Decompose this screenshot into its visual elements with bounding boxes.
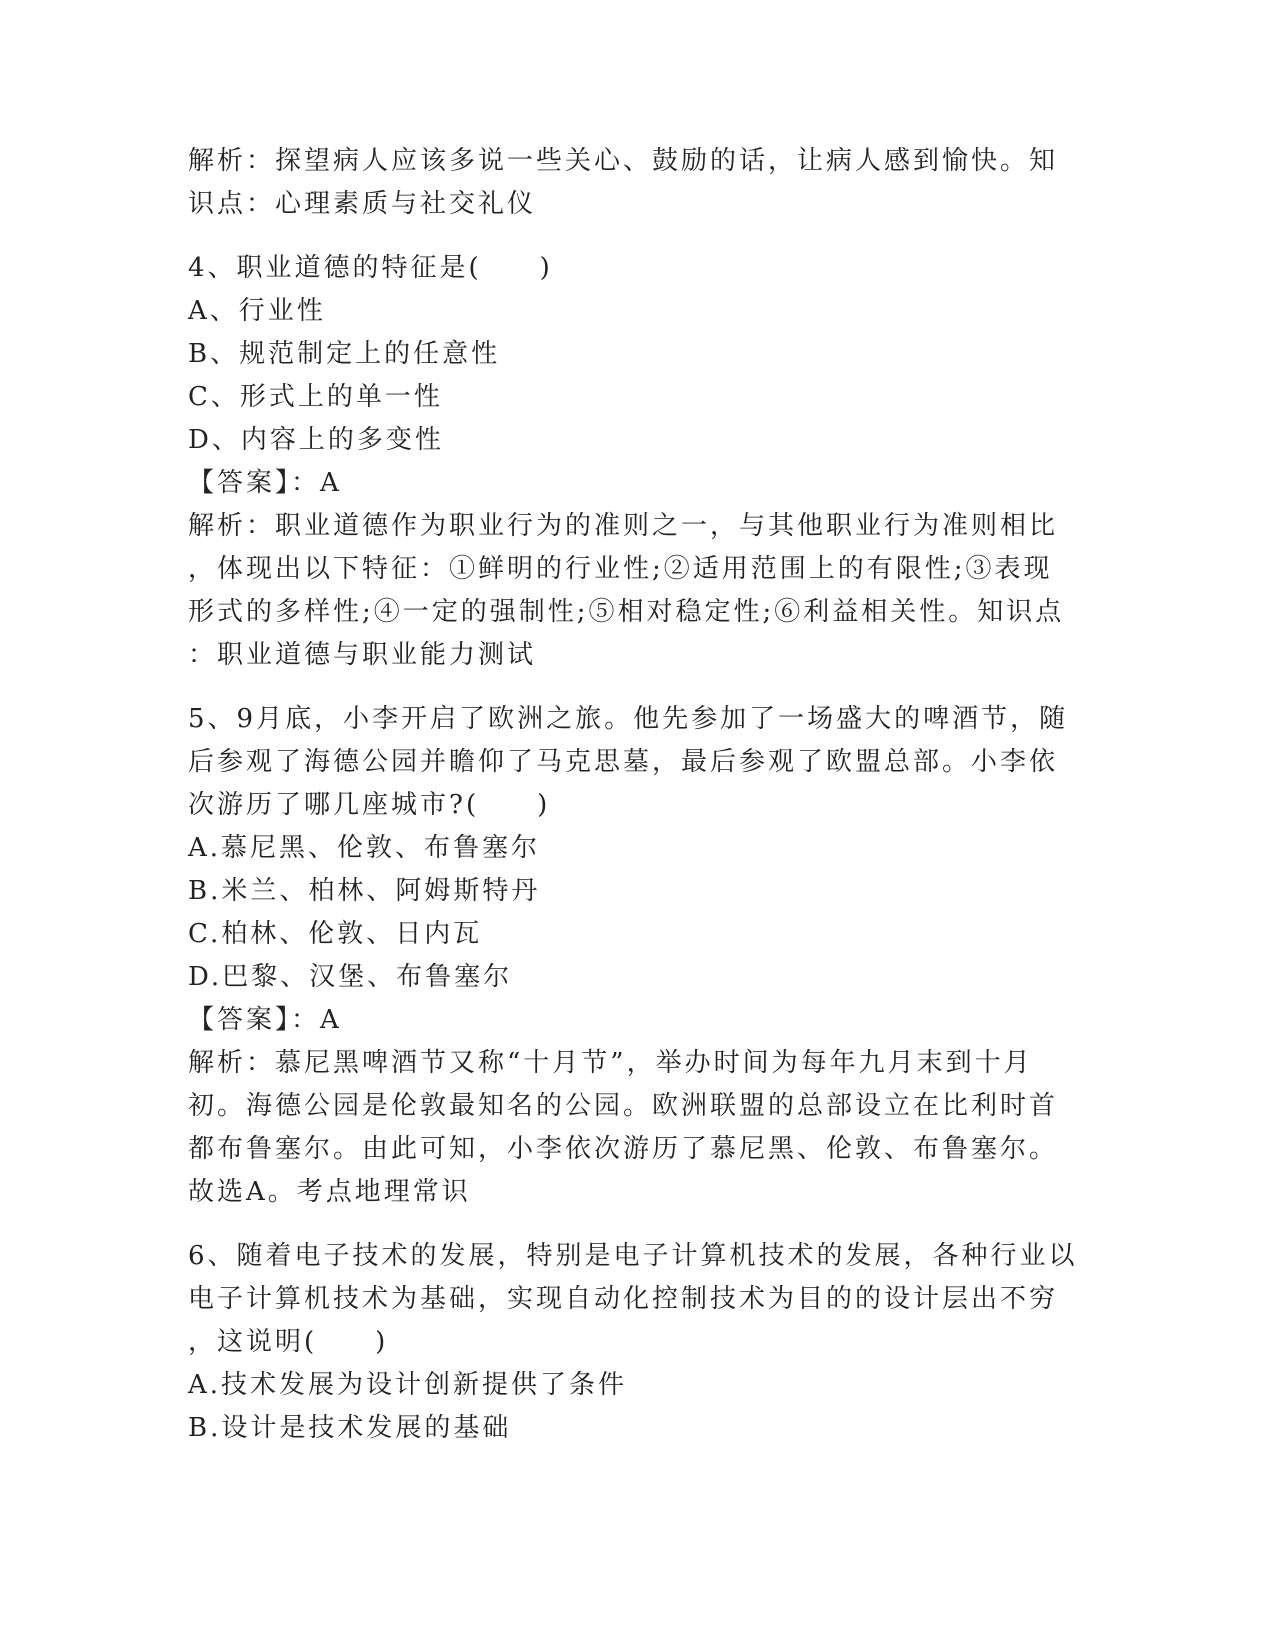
explanation-line: 解析：慕尼黑啤酒节又称“十月节”，举办时间为每年九月末到十月 xyxy=(188,1048,1033,1078)
q3-explanation xyxy=(188,140,1088,226)
option-b: B、规范制定上的任意性 xyxy=(188,339,501,369)
question-6 xyxy=(188,1235,1088,1450)
spacer xyxy=(188,1214,1088,1235)
explanation-line: ：职业道德与职业能力测试 xyxy=(188,640,537,670)
question-text: 6、随着电子技术的发展，特别是电子计算机技术的发展，各种行业以 xyxy=(188,1241,1078,1271)
answer-label: 【答案】：A xyxy=(188,1005,342,1035)
explanation-line: 解析：职业道德作为职业行为的准则之一，与其他职业行为准则相比 xyxy=(188,511,1059,541)
option-d: D.巴黎、汉堡、布鲁塞尔 xyxy=(188,962,513,992)
spacer xyxy=(188,677,1088,698)
question-text: 电子计算机技术为基础，实现自动化控制技术为目的的设计层出不穷 xyxy=(188,1284,1059,1314)
option-c: C.柏林、伦敦、日内瓦 xyxy=(188,919,483,949)
question-4 xyxy=(188,247,1088,677)
document-page xyxy=(188,140,1088,1450)
explanation-line: 解析：探望病人应该多说一些关心、鼓励的话，让病人感到愉快。知 xyxy=(188,146,1059,176)
explanation-line: ，体现出以下特征：①鲜明的行业性;②适用范围上的有限性;③表现 xyxy=(188,554,1053,584)
option-b: B.设计是技术发展的基础 xyxy=(188,1413,512,1443)
option-c: C、形式上的单一性 xyxy=(188,382,443,412)
option-a: A.慕尼黑、伦敦、布鲁塞尔 xyxy=(188,833,541,863)
option-d: D、内容上的多变性 xyxy=(188,425,444,455)
question-text: ，这说明( ) xyxy=(188,1327,389,1357)
spacer xyxy=(188,226,1088,247)
option-a: A.技术发展为设计创新提供了条件 xyxy=(188,1370,628,1400)
question-text: 后参观了海德公园并瞻仰了马克思墓，最后参观了欧盟总部。小李依 xyxy=(188,747,1059,777)
question-5 xyxy=(188,698,1088,1214)
explanation-line: 初。海德公园是伦敦最知名的公园。欧洲联盟的总部设立在比利时首 xyxy=(188,1091,1059,1121)
question-text: 次游历了哪几座城市?( ) xyxy=(188,790,551,820)
option-b: B.米兰、柏林、阿姆斯特丹 xyxy=(188,876,541,906)
answer-label: 【答案】：A xyxy=(188,468,342,498)
explanation-line: 形式的多样性;④一定的强制性;⑤相对稳定性;⑥利益相关性。知识点 xyxy=(188,597,1065,627)
option-a: A、行业性 xyxy=(188,296,326,326)
explanation-line: 故选A。考点地理常识 xyxy=(188,1177,471,1207)
question-text: 4、职业道德的特征是( ) xyxy=(188,253,553,283)
explanation-line: 都布鲁塞尔。由此可知，小李依次游历了慕尼黑、伦敦、布鲁塞尔。 xyxy=(188,1134,1059,1164)
question-text: 5、9月底，小李开启了欧洲之旅。他先参加了一场盛大的啤酒节，随 xyxy=(188,704,1069,734)
explanation-line: 识点：心理素质与社交礼仪 xyxy=(188,189,537,219)
